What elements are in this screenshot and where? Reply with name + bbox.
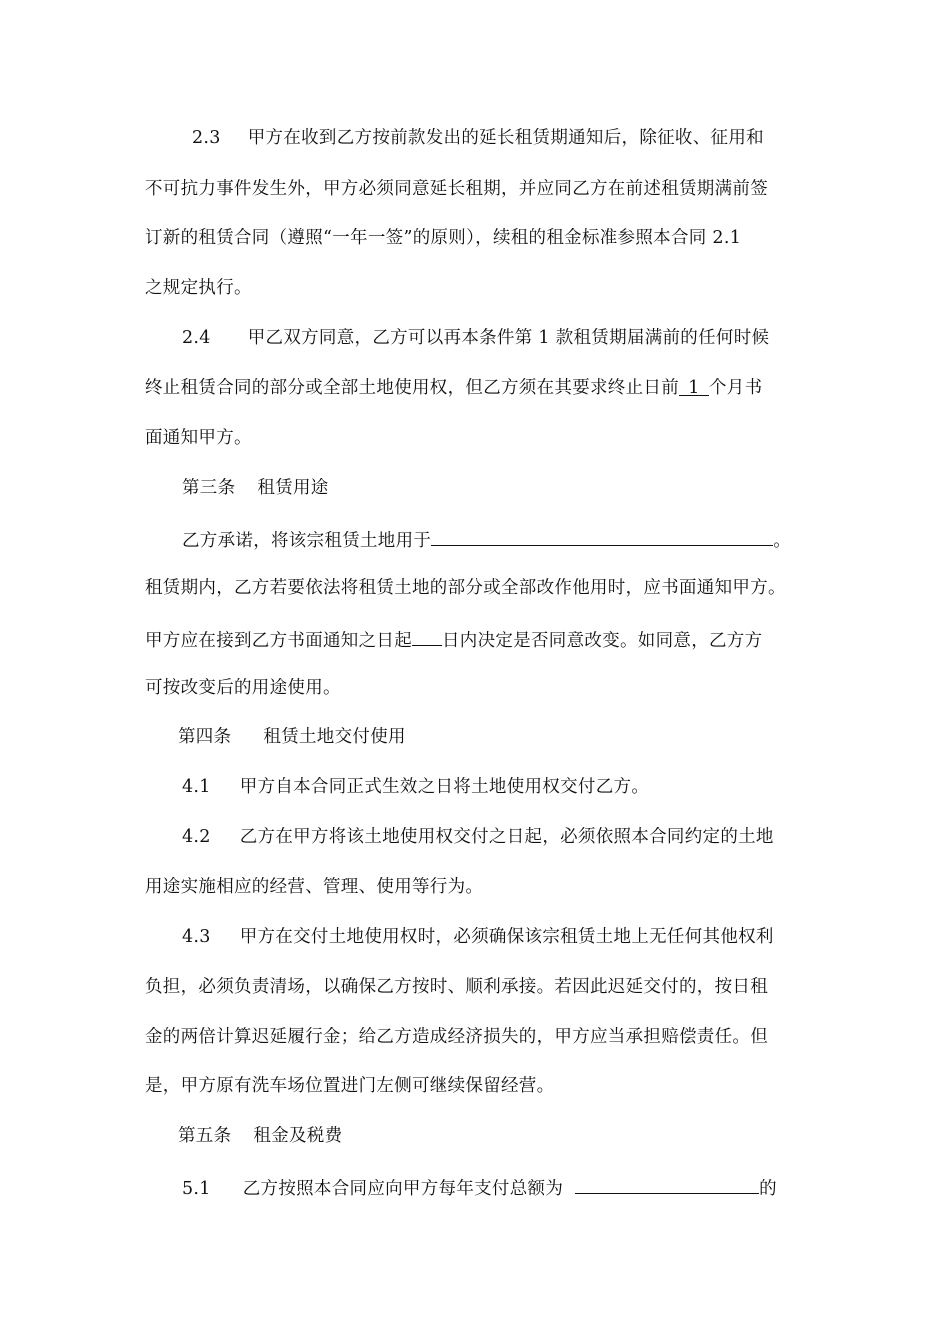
clause-text: 甲方在收到乙方按前款发出的延长租赁期通知后，除征收、征用和 — [247, 128, 764, 148]
clause-text: 的 — [759, 1179, 777, 1199]
fill-blank-land-use[interactable] — [431, 523, 773, 546]
article-number: 第三条 — [182, 478, 236, 498]
fill-blank-days[interactable] — [412, 623, 442, 646]
clause-4-2-line-2 — [145, 872, 483, 902]
clause-text: 乙方在甲方将该土地使用权交付之日起，必须依照本合同约定的土地 — [239, 827, 774, 847]
clause-text: 用途实施相应的经营、管理、使用等行为。 — [145, 877, 484, 897]
clause-4-1 — [182, 772, 649, 802]
clause-text: 甲方在交付土地使用权时，必须确保该宗租赁土地上无任何其他权利 — [239, 927, 774, 947]
clause-2-4-line-3 — [145, 423, 252, 453]
article-title: 租金及税费 — [253, 1126, 343, 1146]
clause-2-3-line-2 — [145, 174, 768, 204]
clause-text: 不可抗力事件发生外，甲方必须同意延长租期，并应同乙方在前述租赁期满前签 — [145, 179, 768, 199]
clause-4-3-line-3 — [145, 1022, 768, 1052]
clause-number: 5.1 — [182, 1179, 211, 1199]
article-5-heading — [178, 1121, 342, 1151]
article-3-line-4 — [145, 673, 341, 703]
clause-4-2-line-1 — [182, 822, 774, 852]
clause-2-4-line-2 — [145, 373, 762, 403]
article-title: 租赁土地交付使用 — [263, 727, 406, 747]
article-number: 第四条 — [178, 727, 232, 747]
clause-4-3-line-1 — [182, 922, 774, 952]
clause-text: 可按改变后的用途使用。 — [145, 678, 341, 698]
article-number: 第五条 — [178, 1126, 232, 1146]
fill-blank-annual-total[interactable] — [575, 1171, 759, 1194]
clause-text: 日内决定是否同意改变。如同意，乙方方 — [442, 631, 763, 651]
clause-2-3-line-3 — [145, 223, 741, 253]
clause-5-1-line-1 — [182, 1171, 777, 1201]
article-4-heading — [178, 722, 406, 752]
clause-text: 甲方自本合同正式生效之日将土地使用权交付乙方。 — [239, 777, 650, 797]
article-3-line-2 — [145, 573, 786, 603]
article-3-line-3 — [145, 623, 762, 653]
clause-text: 甲乙双方同意，乙方可以再本条件第 1 款租赁期届满前的任何时候 — [247, 328, 770, 348]
clause-2-4-line-1 — [182, 323, 769, 353]
clause-text: 终止租赁合同的部分或全部土地使用权，但乙方须在其要求终止日前 — [145, 378, 679, 398]
clause-4-3-line-2 — [145, 972, 768, 1002]
clause-text: 甲方应在接到乙方书面通知之日起 — [145, 631, 412, 651]
clause-number: 4.3 — [182, 927, 211, 947]
article-3-line-1 — [182, 523, 791, 553]
clause-text: 。 — [773, 531, 792, 551]
fill-blank-months[interactable]: 1 — [679, 373, 709, 396]
clause-number: 4.1 — [182, 777, 211, 797]
clause-text: 乙方按照本合同应向甲方每年支付总额为 — [242, 1179, 564, 1199]
clause-text: 之规定执行。 — [145, 278, 252, 298]
clause-text: 租赁期内，乙方若要依法将租赁土地的部分或全部改作他用时，应书面通知甲方。 — [145, 578, 786, 598]
clause-2-3-line-1 — [192, 123, 764, 153]
article-3-heading — [182, 473, 329, 503]
clause-text: 金的两倍计算迟延履行金；给乙方造成经济损失的，甲方应当承担赔偿责任。但 — [145, 1027, 768, 1047]
article-title: 租赁用途 — [257, 478, 329, 498]
clause-text: 个月书 — [709, 378, 763, 398]
clause-2-3-line-4 — [145, 273, 252, 303]
clause-text: 负担，必须负责清场，以确保乙方按时、顺利承接。若因此迟延交付的，按日租 — [145, 977, 768, 997]
clause-text: 是，甲方原有洗车场位置进门左侧可继续保留经营。 — [145, 1076, 555, 1096]
clause-number: 2.4 — [182, 328, 211, 348]
clause-number: 4.2 — [182, 827, 211, 847]
clause-number: 2.3 — [192, 128, 221, 148]
clause-text: 乙方承诺，将该宗租赁土地用于 — [182, 531, 432, 551]
clause-text: 面通知甲方。 — [145, 428, 252, 448]
clause-text: 订新的租赁合同（遵照“一年一签”的原则），续租的租金标准参照本合同 2.1 — [145, 228, 742, 248]
clause-4-3-line-4 — [145, 1071, 554, 1101]
